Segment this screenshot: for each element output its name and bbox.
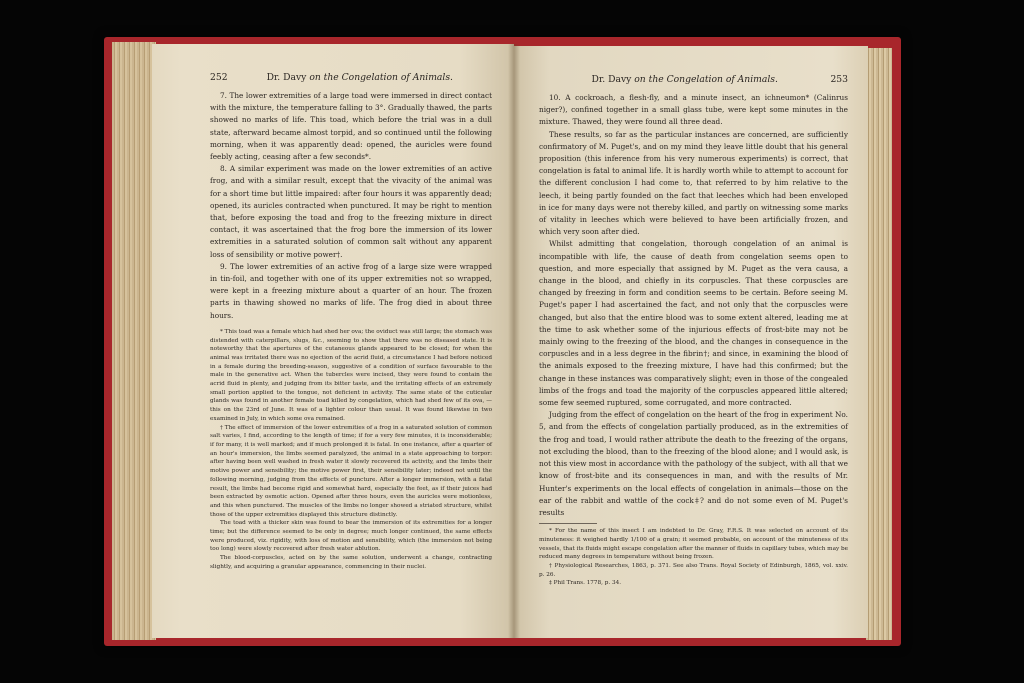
left-running-head xyxy=(210,71,492,87)
paragraph: 9. The lower extremities of an active frog of a large size were wrapped in tin-foil, and together with one of its upper extremities not so wrapped, were kept in a freezing mixture about a quarter of an hour. The frozen parts in thawing showed no marks of life. The frog died in about three hours. xyxy=(210,261,492,320)
paragraph: Whilst admitting that congelation, thorough congelation of an animal is incompatible with life, the cause of death from congelation seems open to question, and more especially that assigned by M. Puget as the vera causa, a change in the blood, and chiefly in its corpuscles. That these corpuscles are changed by freezing in form and condition seems to be certain. Before seeing M. Puget's paper I had ascertained the fact, and not only that the corpuscles were changed, but also that the entire blood was to some extent altered, leading me at the time to ask whether some of the injurious effects of frost-bite may not be mainly owing to the freezing of the blood, and the changes in consequence in the corpuscles and in a less degree in the fibrin†; and since, in examining the blood of the animals exposed to the freezing mixture, I have had this confirmed; but the change in these instances was comparatively slight; even in those of the congealed limbs of the frogs and toad the majority of the corpuscles appeared little altered; some few seemed ruptured, some corrugated, and more contracted. xyxy=(539,239,848,408)
paragraph: These results, so far as the particular instances are concerned, are sufficiently confirmatory of M. Puget's, and on my mind they leave little doubt that his general proposition (this inference from his very numerous experiments) is correct, that congelation is fatal to animal life. It is hardly worth while to attempt to account for the different conclusion I had come to, that referred to by him relative to the leech, it being partly founded on the fact that leeches which had been enveloped in ice for many days were not thereby killed, and partly on witnessing some marks of vitality in leeches which were believed to have been artificially frozen, and which very soon after died. xyxy=(539,129,848,237)
footnote: † The effect of immersion of the lower extremities of a frog in a saturated solution of common salt varies, I find, according to the length of time; if for a very few minutes, it is inconsiderable; if for many, it is well marked; and if much prolonged it is fatal. In one instance, after a quarter of an hour's immersion, the limbs seemed paralyzed, the animal in a state approaching to torpor: after having been well washed in fresh water it slowly recovered its activity, and the limbs their motive power and sensibility; the motive power first, their sensibility later; indeed not until the following morning, judging from the effects of puncture. After a longer immersion, with a fatal result, the limbs had become rigid and somewhat hard, especially the feet, as if their juices had been extracted by osmotic action. Opened after three hours, even the auricles were motionless, and this when punctured. The muscles of the limbs no longer showed a striated structure, whilst those of the upper extremities displayed this structure distinctly. xyxy=(210,424,492,518)
page-edges-right xyxy=(866,48,892,640)
footnote-rule xyxy=(539,523,597,524)
running-title: Dr. Davy on the Congelation of Animals. xyxy=(266,72,453,83)
footnote: * For the name of this insect I am indebted to Dr. Gray, F.R.S. It was selected on account of its minuteness: it weighed hardly 1/100 of a grain; it seemed probable, on account of the minuteness of its vessels, that its fluids might escape congelation after the manner of fluids in capillary tubes, which may be reduced many degrees in temperature without being frozen. xyxy=(539,528,848,561)
paragraph: 8. A similar experiment was made on the lower extremities of an active frog, and with a similar result, except that the vivacity of the animal was for a short time but little impaired: after four hours it was apparently dead; opened, its auricles contracted when punctured. It may be right to mention that, before exposing the toad and frog to the freezing mixture in direct contact, it was ascertained that the frog bore the immersion of its lower extremities in a saturated solution of common salt without any apparent loss of sensibility or motive power†. xyxy=(210,164,492,259)
left-page xyxy=(152,44,514,638)
footnote: The blood-corpuscles, acted on by the same solution, underwent a change, contracting slightly, and acquiring a granular appearance, commencing in their nuclei. xyxy=(210,555,492,570)
footnote: The toad with a thicker skin was found to bear the immersion of its extremities for a longer time; but the difference seemed to be only in degree; much longer continued, the same effects were produced, viz. rigidity, with loss of motion and sensibility, which (the immersion not being too long) were slowly recovered after fresh water ablution. xyxy=(210,520,492,553)
footnote: ‡ Phil Trans. 1778, p. 34. xyxy=(549,580,622,587)
right-running-head xyxy=(539,73,848,89)
page-edges-left xyxy=(112,42,156,640)
book-gutter xyxy=(508,44,520,638)
page-number: 253 xyxy=(830,74,848,85)
left-footnotes xyxy=(210,328,492,572)
paragraph: 7. The lower extremities of a large toad were immersed in direct contact with the mixture, the temperature falling to 3°. Gradually thawed, the parts showed no marks of life. This toad, which before the trial was in a dull state, afterward became almost torpid, and so continued until the following morning, when it was apparently dead: opened, the auricles were found feebly acting, ceasing after a few seconds*. xyxy=(210,91,492,162)
running-title: Dr. Davy on the Congelation of Animals. xyxy=(591,74,778,85)
footnote: * This toad was a female which had shed her ova; the oviduct was still large; the stomach was distended with caterpillars, slugs, &c., seeming to show that there was no diseased state. It is noteworthy that the apertures of the cutaneous glands appeared to be closed; for when the animal was irritated there was no ejection of the acrid fluid, a circumstance I had before noticed in a female during the breeding-season, suggestive of a condition of surface favourable to the male in the generative act. When the tubercles were incised, they were found to contain the acrid fluid in plenty, and judging from its bitter taste, and the irritating effects of an extremely small portion applied to the tongue, not deficient in activity. The same state of the cuticular glands was found in another female toad killed by congelation, which had shed few of its ova, —this on the 23rd of June. It was of a lighter colour than usual. It was found likewise in two examined in July, in which some ova remained. xyxy=(210,328,492,422)
page-number: 252 xyxy=(210,72,228,83)
left-body xyxy=(210,90,492,322)
right-body xyxy=(539,92,848,519)
paragraph: 10. A cockroach, a flesh-fly, and a minute insect, an ichneumon* (Calinrus niger?), confined together in a small glass tube, were kept some minutes in the mixture. Thawed, they were found all three dead. xyxy=(539,93,848,127)
right-page xyxy=(514,46,868,638)
footnote: † Physiological Researches, 1863, p. 371. See also Trans. Royal Society of Edinburgh, 1865, vol. xxiv. p. 26. xyxy=(539,562,848,578)
right-footnotes xyxy=(539,527,848,588)
paragraph: Judging from the effect of congelation on the heart of the frog in experiment No. 5, and from the effects of congelation partially produced, as in the extremities of the frog and toad, I would rather attribute the death to the freezing of the organs, not excluding the blood, than to the freezing of the blood alone; and I would ask, is not this view most in accordance with the pathology of the subject, with all that we know of frost-bite and its consequences in man, and with the results of Mr. Hunter's experiments on the local effects of congelation in animals—those on the ear of the rabbit and wattle of the cock‡? and do not some even of M. Puget's results xyxy=(539,410,848,517)
